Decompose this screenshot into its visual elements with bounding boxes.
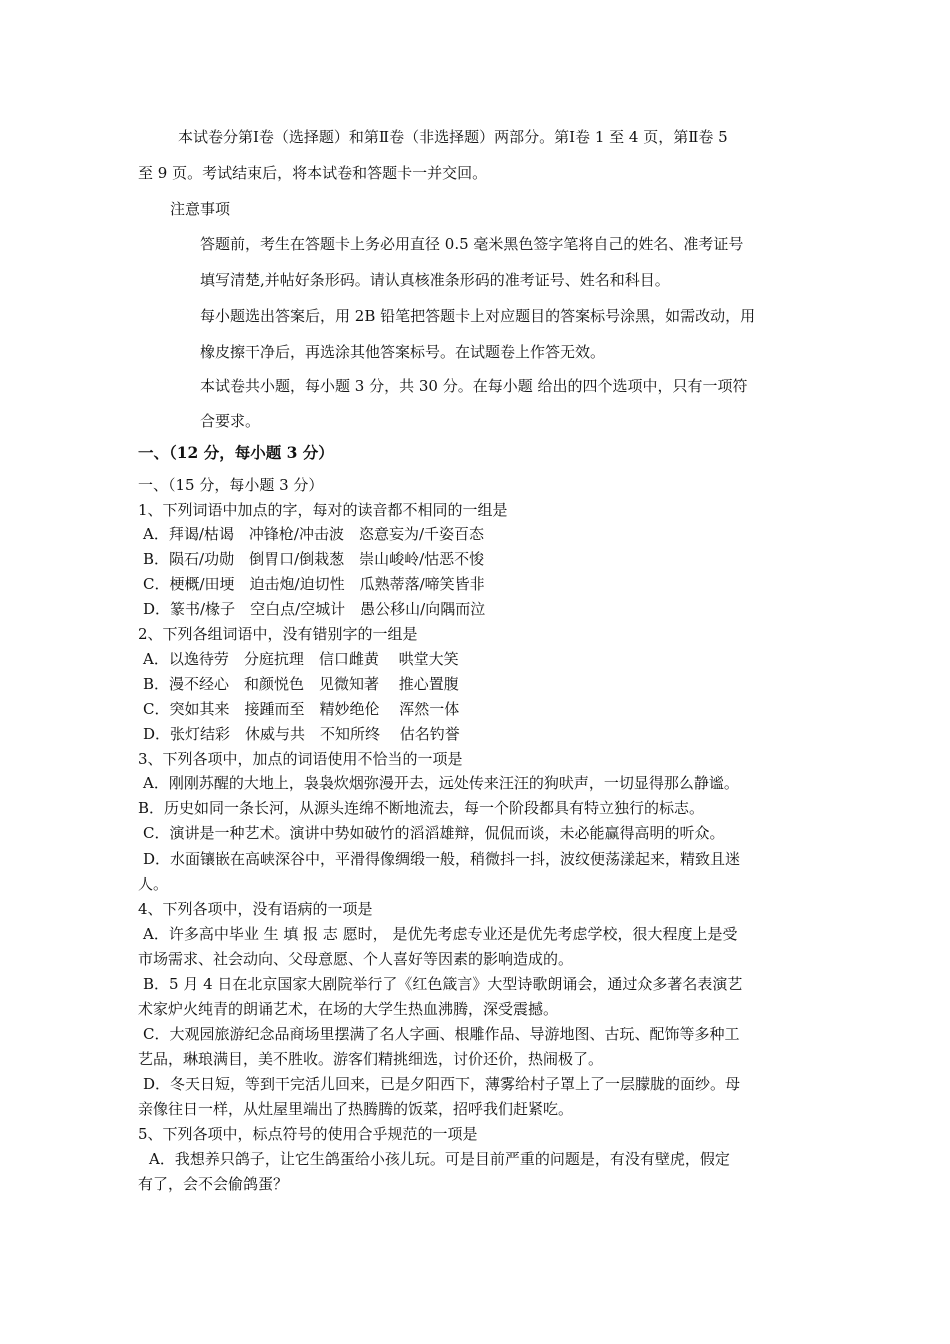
- question-5-stem: 5、下列各项中，标点符号的使用合乎规范的一项是: [138, 1125, 478, 1143]
- question-3-option-d-line-1: D．水面镶嵌在高峡深谷中，平滑得像绸缎一般，稍微抖一抖，波纹便荡漾起来，精致且迷: [143, 850, 741, 868]
- question-1-option-c: C．梗概/田埂 迫击炮/迫切性 瓜熟蒂落/啼笑皆非: [143, 575, 485, 593]
- question-2-option-b: B．漫不经心 和颜悦色 见微知著 推心置腹: [143, 675, 459, 693]
- section-heading-bold: 一、（12 分，每小题 3 分）: [138, 443, 334, 462]
- question-4-option-b-line-1: B．5 月 4 日在北京国家大剧院举行了《红色箴言》大型诗歌朗诵会，通过众多著名表演艺: [143, 975, 743, 993]
- notice-item-2b: 橡皮擦干净后，再选涂其他答案标号。在试题卷上作答无效。: [200, 343, 606, 361]
- question-4-option-c-line-2: 艺品，琳琅满目，美不胜收。游客们精挑细选，讨价还价，热闹极了。: [138, 1050, 604, 1068]
- question-4-stem: 4、下列各项中，没有语病的一项是: [138, 900, 373, 918]
- question-1-option-d: D．篆书/椽子 空白点/空城计 愚公移山/向隅而泣: [143, 600, 486, 618]
- question-3-stem: 3、下列各项中，加点的词语使用不恰当的一项是: [138, 750, 463, 768]
- notice-title: 注意事项: [170, 200, 231, 218]
- question-4-option-d-line-2: 亲像往日一样，从灶屋里端出了热腾腾的饭菜，招呼我们赶紧吃。: [138, 1100, 574, 1118]
- intro-line-2: 至 9 页。考试结束后，将本试卷和答题卡一并交回。: [138, 164, 488, 182]
- notice-item-1b: 填写清楚,并帖好条形码。请认真核准条形码的准考证号、姓名和科目。: [200, 271, 670, 289]
- question-2-option-c: C．突如其来 接踵而至 精妙绝伦 浑然一体: [143, 700, 460, 718]
- question-3-option-c: C．演讲是一种艺术。演讲中势如破竹的滔滔雄辩，侃侃而谈，未必能赢得高明的听众。: [143, 824, 725, 842]
- question-1-stem: 1、下列词语中加点的字，每对的读音都不相同的一组是: [138, 501, 508, 519]
- intro-line-1: 本试卷分第Ⅰ卷（选择题）和第Ⅱ卷（非选择题）两部分。第Ⅰ卷 1 至 4 页，第Ⅱ卷 5: [178, 128, 728, 146]
- question-5-option-a-line-1: A．我想养只鸽子，让它生鸽蛋给小孩儿玩。可是目前严重的问题是，有没有壁虎，假定: [149, 1150, 730, 1168]
- question-5-option-a-line-2: 有了，会不会偷鸽蛋？: [138, 1175, 289, 1193]
- question-4-option-a-line-2: 市场需求、社会动向、父母意愿、个人喜好等因素的影响造成的。: [138, 950, 574, 968]
- question-2-stem: 2、下列各组词语中，没有错别字的一组是: [138, 625, 418, 643]
- notice-item-3a: 本试卷共小题，每小题 3 分，共 30 分。在每小题 给出的四个选项中，只有一项符: [200, 377, 748, 395]
- notice-item-1a: 答题前，考生在答题卡上务必用直径 0.5 毫米黑色签字笔将自己的姓名、准考证号: [200, 235, 744, 253]
- section-heading: 一、（15 分，每小题 3 分）: [138, 476, 324, 494]
- question-1-option-a: A．拜谒/枯谒 冲锋枪/冲击波 恣意妄为/千姿百态: [143, 525, 484, 543]
- question-4-option-d-line-1: D．冬天日短，等到干完活儿回来，已是夕阳西下，薄雾给村子罩上了一层朦胧的面纱。母: [143, 1075, 741, 1093]
- question-4-option-c-line-1: C．大观园旅游纪念品商场里摆满了名人字画、根雕作品、导游地图、古玩、配饰等多种工: [143, 1025, 740, 1043]
- notice-item-3b: 合要求。: [200, 412, 261, 430]
- question-3-option-d-line-2: 人。: [138, 875, 169, 893]
- question-4-option-b-line-2: 术家炉火纯青的朗诵艺术，在场的大学生热血沸腾，深受震撼。: [138, 1000, 559, 1018]
- question-4-option-a-line-1: A．许多高中毕业 生 填 报 志 愿时， 是优先考虑专业还是优先考虑学校，很大程度上是受: [143, 925, 738, 943]
- question-1-option-b: B．陨石/功勋 倒胃口/倒栽葱 崇山峻岭/怙恶不悛: [143, 550, 485, 568]
- question-2-option-d: D．张灯结彩 休威与共 不知所终 估名钓誉: [143, 725, 460, 743]
- question-3-option-b: B．历史如同一条长河，从源头连绵不断地流去，每一个阶段都具有特立独行的标志。: [138, 799, 705, 817]
- question-3-option-a: A．刚刚苏醒的大地上，袅袅炊烟弥漫开去，远处传来汪汪的狗吠声，一切显得那么静谧。: [143, 774, 739, 792]
- question-2-option-a: A．以逸待劳 分庭抗理 信口雌黄 哄堂大笑: [143, 650, 459, 668]
- notice-item-2a: 每小题选出答案后，用 2B 铅笔把答题卡上对应题目的答案标号涂黑，如需改动，用: [200, 307, 756, 325]
